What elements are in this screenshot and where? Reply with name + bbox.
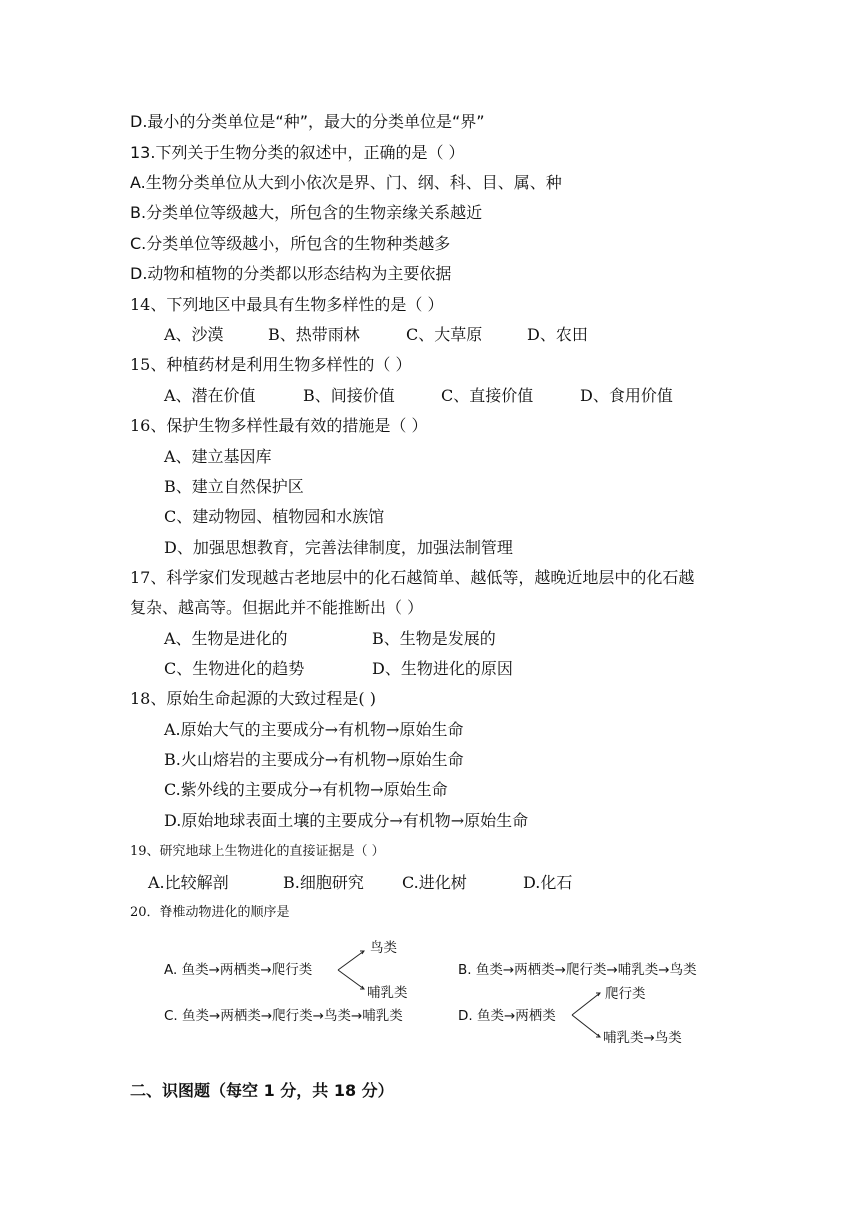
q17-option-d: D、生物进化的原因 xyxy=(372,659,513,678)
q17-stem-line2: 复杂、越高等。但据此并不能推断出（ ） xyxy=(130,598,424,617)
q17-option-b: B、生物是发展的 xyxy=(372,629,496,648)
q19-option-a: A.比较解剖 xyxy=(148,873,229,892)
q15-option-d: D、食用价值 xyxy=(580,386,673,405)
q18-option-d: D.原始地球表面土壤的主要成分→有机物→原始生命 xyxy=(164,811,529,830)
q20-option-c: C. 鱼类→两栖类→爬行类→鸟类→哺乳类 xyxy=(164,1008,403,1024)
q16-stem: 16、保护生物多样性最有效的措施是（ ） xyxy=(130,416,428,435)
q16-option-d: D、加强思想教育，完善法律制度，加强法制管理 xyxy=(164,538,513,557)
q13-stem: 13.下列关于生物分类的叙述中，正确的是（ ） xyxy=(130,143,465,162)
q14-option-d: D、农田 xyxy=(527,325,588,344)
q15-stem: 15、种植药材是利用生物多样性的（ ） xyxy=(130,355,412,374)
q13-option-b: B.分类单位等级越大，所包含的生物亲缘关系越近 xyxy=(130,203,483,222)
q14-option-a: A、沙漠 xyxy=(164,325,224,344)
q14-stem: 14、下列地区中最具有生物多样性的是（ ） xyxy=(130,295,444,314)
q13-option-c: C.分类单位等级越小，所包含的生物种类越多 xyxy=(130,234,451,253)
section-2-heading: 二、识图题（每空 1 分，共 18 分） xyxy=(130,1081,394,1100)
q14-option-c: C、大草原 xyxy=(406,325,483,344)
q18-option-c: C.紫外线的主要成分→有机物→原始生命 xyxy=(164,780,448,799)
q19-option-d: D.化石 xyxy=(523,873,573,892)
q20-option-a-bottom: 哺乳类 xyxy=(367,985,408,1001)
q20-option-d-main: D. 鱼类→两栖类 xyxy=(458,1008,556,1024)
q20-option-d-top: 爬行类 xyxy=(605,986,646,1002)
q19-option-b: B.细胞研究 xyxy=(283,873,364,892)
q20-option-a-top: 鸟类 xyxy=(370,940,397,956)
q18-option-b: B.火山熔岩的主要成分→有机物→原始生命 xyxy=(164,750,464,769)
q19-stem: 19、研究地球上生物进化的直接证据是（ ） xyxy=(130,844,385,859)
q12-option-d: D.最小的分类单位是“种”，最大的分类单位是“界” xyxy=(130,112,485,131)
q20-option-d-bottom: 哺乳类→鸟类 xyxy=(603,1030,682,1046)
q20-option-b: B. 鱼类→两栖类→爬行类→哺乳类→鸟类 xyxy=(458,962,697,978)
q17-option-c: C、生物进化的趋势 xyxy=(164,659,305,678)
q15-option-b: B、间接价值 xyxy=(303,386,395,405)
q16-option-b: B、建立自然保护区 xyxy=(164,477,304,496)
q13-option-d: D.动物和植物的分类都以形态结构为主要依据 xyxy=(130,264,452,283)
q16-option-a: A、建立基因库 xyxy=(164,447,272,466)
q15-option-a: A、潜在价值 xyxy=(164,386,256,405)
q17-option-a: A、生物是进化的 xyxy=(164,629,288,648)
q20-option-d-branch-lines xyxy=(572,989,604,1041)
q20-stem: 20．脊椎动物进化的顺序是 xyxy=(130,905,290,920)
q20-option-a-main: A. 鱼类→两栖类→爬行类 xyxy=(164,962,313,978)
q20-option-a-branch-lines xyxy=(338,947,368,993)
q18-option-a: A.原始大气的主要成分→有机物→原始生命 xyxy=(164,720,464,739)
q15-option-c: C、直接价值 xyxy=(441,386,534,405)
q13-option-a: A.生物分类单位从大到小依次是界、门、纲、科、目、属、种 xyxy=(130,173,562,192)
q18-stem: 18、原始生命起源的大致过程是( ) xyxy=(130,689,376,708)
q19-option-c: C.进化树 xyxy=(402,873,467,892)
q17-stem-line1: 17、科学家们发现越古老地层中的化石越简单、越低等，越晚近地层中的化石越 xyxy=(130,568,695,587)
q14-option-b: B、热带雨林 xyxy=(268,325,360,344)
q16-option-c: C、建动物园、植物园和水族馆 xyxy=(164,507,385,526)
